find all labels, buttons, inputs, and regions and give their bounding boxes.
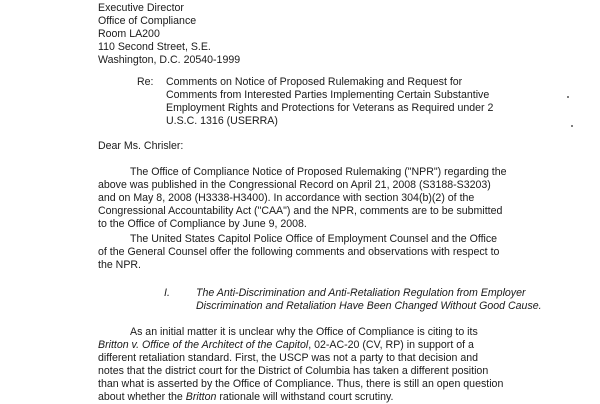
section-heading bbox=[196, 287, 546, 313]
address-line: Executive Director bbox=[98, 2, 184, 14]
re-subject-line: Comments on Notice of Proposed Rulemaking and Request for bbox=[166, 76, 463, 88]
paragraph-line: notes that the district court for the District of Columbia has taken a different position bbox=[98, 365, 489, 377]
paragraph-line: The United States Capitol Police Office of Employment Counsel and the Office bbox=[130, 233, 498, 245]
address-line: Office of Compliance bbox=[98, 15, 197, 27]
section-number: I. bbox=[164, 287, 170, 299]
paragraph-commenters bbox=[98, 233, 538, 272]
scan-speck bbox=[571, 125, 573, 127]
paragraph-text: rationale will withstand court scrutiny. bbox=[216, 391, 394, 403]
paragraph-npr-publication bbox=[98, 166, 538, 231]
re-subject-line: U.S.C. 1316 (USERRA) bbox=[166, 115, 278, 127]
case-citation: Britton bbox=[185, 391, 217, 403]
paragraph-text: about whether the bbox=[98, 391, 186, 403]
re-subject-line: Employment Rights and Protections for Veterans as Required under 2 bbox=[166, 102, 494, 114]
paragraph-line bbox=[98, 339, 538, 352]
paragraph-line: Congressional Accountability Act ("CAA") and the NPR, comments are to be submitted bbox=[98, 205, 503, 217]
paragraph-line: than what is asserted by the Office of Compliance. Thus, there is still an open question bbox=[98, 378, 504, 390]
paragraph-line: of the General Counsel offer the following comments and observations with respect to bbox=[98, 246, 500, 258]
section-heading-line: The Anti-Discrimination and Anti-Retaliation Regulation from Employer bbox=[196, 287, 526, 299]
address-line: Washington, D.C. 20540-1999 bbox=[98, 54, 241, 66]
case-citation: Britton v. Office of the Architect of the Capitol bbox=[98, 339, 309, 351]
re-label: Re: bbox=[137, 76, 154, 88]
recipient-address bbox=[98, 2, 398, 67]
section-heading-line: Discrimination and Retaliation Have Been Changed Without Good Cause. bbox=[196, 300, 542, 312]
paragraph-line: As an initial matter it is unclear why the Office of Compliance is citing to its bbox=[130, 326, 478, 338]
re-subject bbox=[166, 76, 536, 128]
salutation: Dear Ms. Chrisler: bbox=[98, 140, 184, 152]
paragraph-text: , 02-AC-20 (CV, RP) in support of a bbox=[308, 339, 474, 351]
paragraph-britton bbox=[98, 326, 538, 404]
paragraph-line: The Office of Compliance Notice of Proposed Rulemaking ("NPR") regarding the bbox=[130, 166, 507, 178]
scan-speck bbox=[567, 96, 569, 98]
paragraph-line: different retaliation standard. First, the USCP was not a party to that decision and bbox=[98, 352, 479, 364]
paragraph-line: the NPR. bbox=[98, 259, 141, 271]
paragraph-line bbox=[98, 391, 538, 404]
re-subject-line: Comments from Interested Parties Implementing Certain Substantive bbox=[166, 89, 490, 101]
address-line: Room LA200 bbox=[98, 28, 160, 40]
paragraph-line: above was published in the Congressional Record on April 21, 2008 (S3188-S3203) bbox=[98, 179, 491, 191]
paragraph-line: and on May 8, 2008 (H3338-H3400). In accordance with section 304(b)(2) of the bbox=[98, 192, 475, 204]
paragraph-line: to the Office of Compliance by June 9, 2008. bbox=[98, 218, 307, 230]
address-line: 110 Second Street, S.E. bbox=[98, 41, 211, 53]
